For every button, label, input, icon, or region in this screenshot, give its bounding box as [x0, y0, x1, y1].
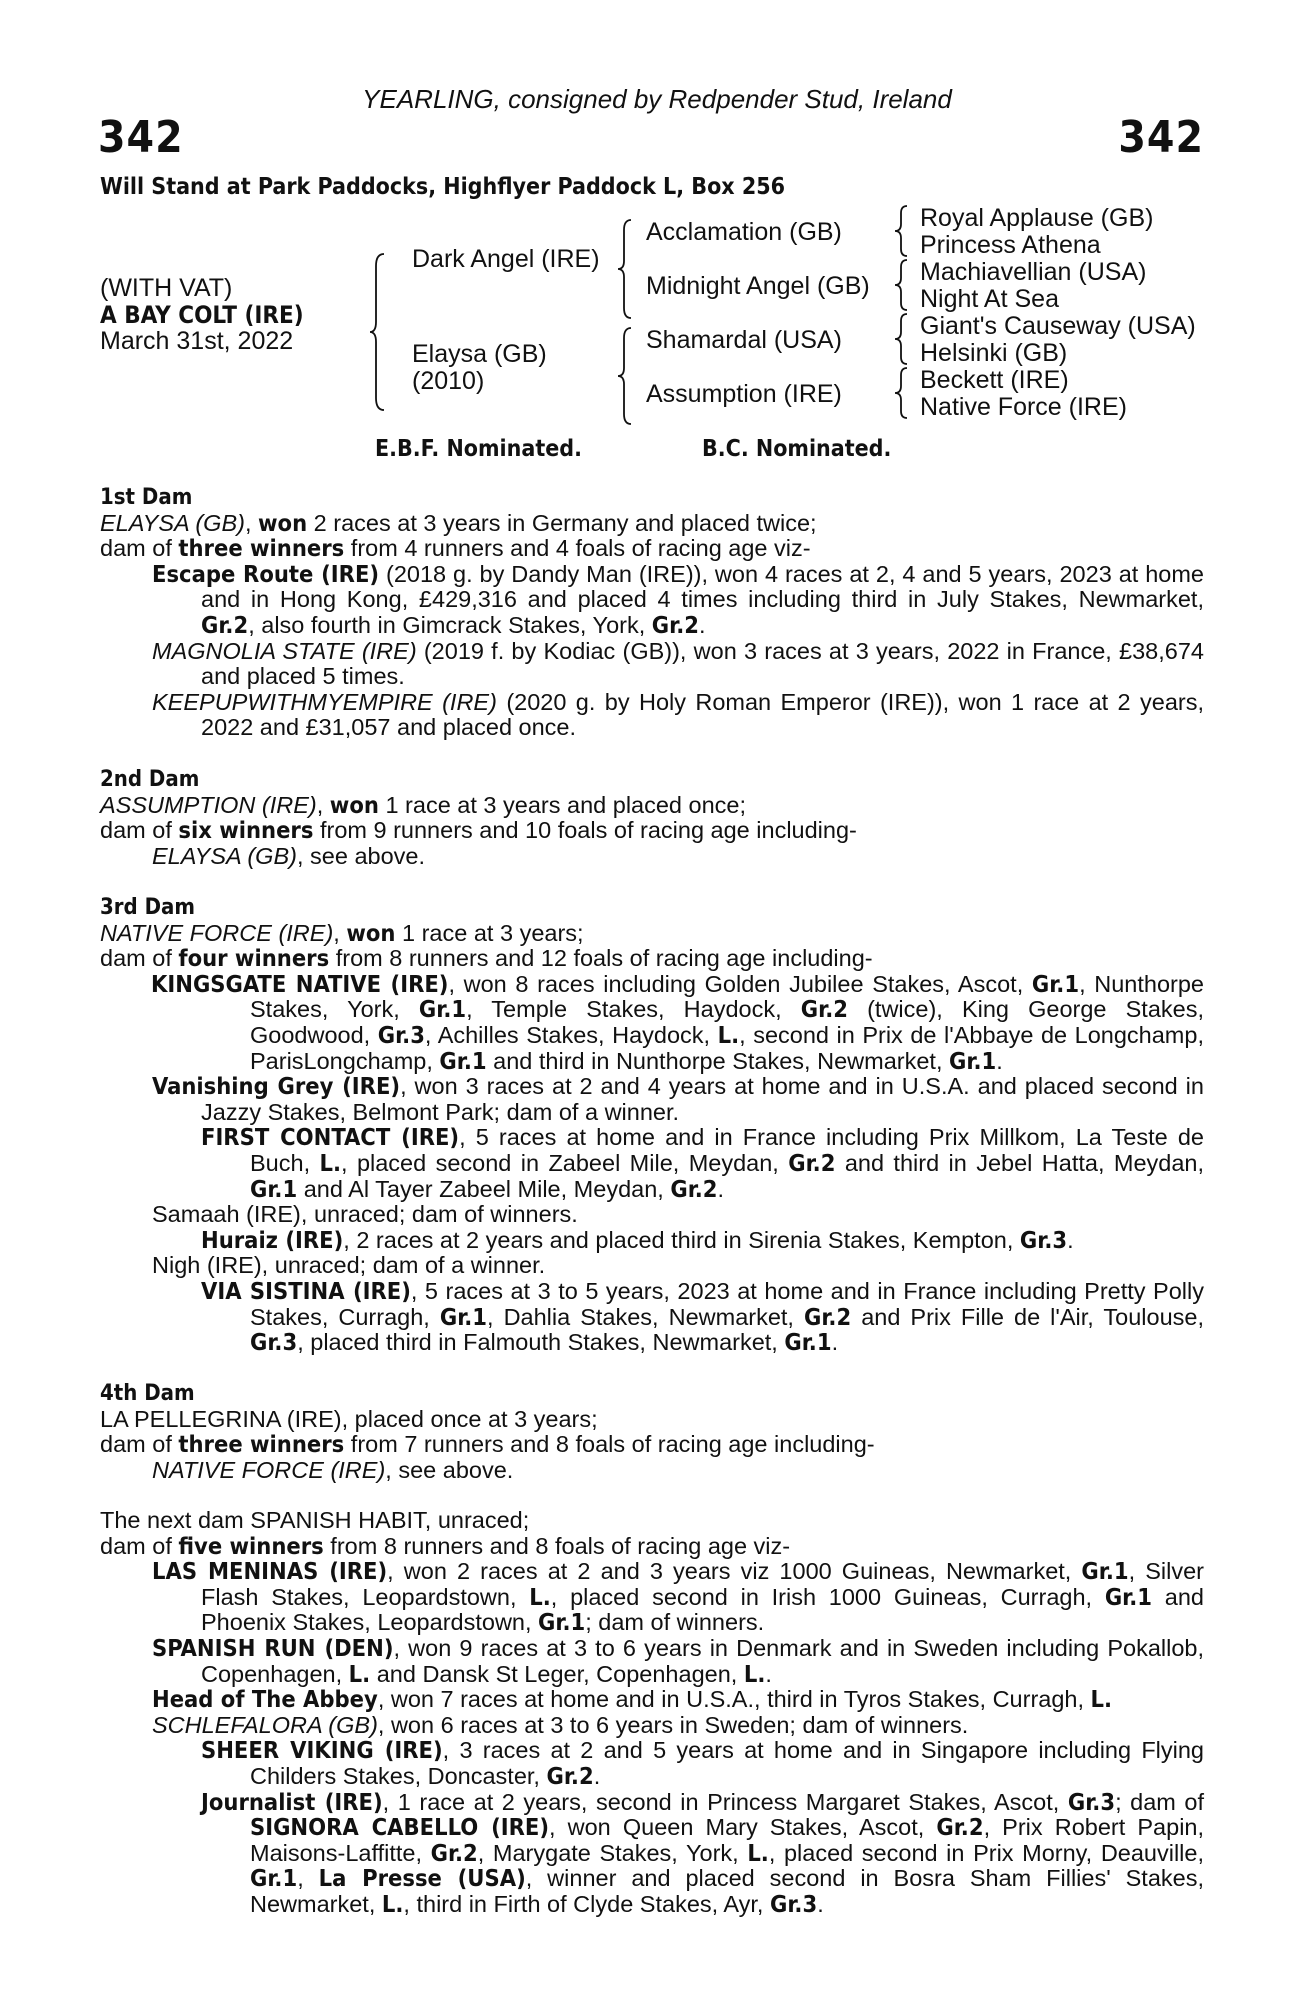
progeny-text: and Prix Fille de l'Air, Toulouse,	[851, 1303, 1205, 1330]
grade-label: Gr.1	[1104, 1582, 1153, 1611]
stand-location: Will Stand at Park Paddocks, Highflyer Paddock L, Box 256	[100, 174, 786, 200]
third-dam-heading: 3rd Dam	[100, 895, 196, 920]
progeny-text: , won 6 races at 3 to 6 years in Sweden; dam of winners.	[377, 1711, 969, 1738]
progeny-text: and Phoenix Stakes, Leopardstown,	[201, 1583, 1204, 1636]
grade-label: Gr.2	[803, 1302, 852, 1331]
progeny-text: .	[996, 1047, 1003, 1074]
third-dam-produce-line	[100, 946, 1204, 972]
bc-nomination: B.C. Nominated.	[702, 436, 892, 462]
runners-foals-text: from 8 runners and 12 foals of racing age including-	[329, 945, 873, 972]
grand-progeny-entry	[100, 1276, 1205, 1357]
progeny-text: and Al Tayer Zabeel Mile, Meydan,	[297, 1175, 671, 1202]
pedigree-bracket-sire	[618, 218, 636, 320]
progeny-text: , 1 race at 2 years, second in Princess Margaret Stakes, Ascot,	[382, 1788, 1068, 1815]
grandparent-1: Royal Applause (GB)	[920, 204, 1154, 232]
progeny-name: Vanishing Grey (IRE)	[152, 1072, 401, 1101]
next-dam-section	[100, 1508, 1204, 1918]
grandparent-3: Machiavellian (USA)	[920, 258, 1147, 286]
progeny-entry: Nigh (IRE), unraced; dam of a winner.	[152, 1252, 546, 1279]
second-dam-heading: 2nd Dam	[100, 767, 200, 792]
progeny-text: .	[765, 1660, 772, 1687]
grand-progeny-entry	[100, 1738, 1204, 1789]
progeny-text: , Silver Flash Stakes, Leopardstown,	[201, 1558, 1204, 1610]
progeny-text: , 5 races at home and in France including Prix Millkom, La Teste de Buch,	[250, 1124, 1204, 1176]
progeny-name: SPANISH RUN (DEN)	[152, 1633, 394, 1662]
progeny-text: (2020 g. by Holy Roman Emperor (IRE)), won 1 race at 2 years, 2022 and £31,057 and placed once.	[201, 688, 1204, 741]
progeny-text: and Dansk St Leger, Copenhagen,	[370, 1660, 744, 1687]
progeny-text: ; dam of winners.	[585, 1609, 765, 1636]
grade-label: Gr.1	[250, 1864, 298, 1893]
pedigree-bracket-g2	[895, 258, 911, 312]
progeny-text: .	[831, 1329, 839, 1356]
won-label: won	[258, 508, 308, 537]
pedigree-bracket-dam	[618, 326, 636, 426]
first-dam-record: 2 races at 3 years in Germany and placed twice;	[307, 509, 817, 536]
grade-label: Gr.1	[439, 1046, 487, 1075]
grandparent-8: Native Force (IRE)	[920, 393, 1127, 421]
grade-label: L.	[381, 1889, 404, 1918]
lot-number-right: 342	[1118, 112, 1204, 163]
progeny-text: , won 7 races at home and in U.S.A., third in Tyros Stakes, Curragh,	[377, 1686, 1091, 1713]
ebf-nomination: E.B.F. Nominated.	[375, 436, 582, 462]
progeny-text: , third in Firth of Clyde Stakes, Ayr,	[403, 1890, 770, 1917]
progeny-text: , won 9 races at 3 to 6 years in Denmark and in Sweden including Pokallob, Copenhagen,	[201, 1634, 1205, 1687]
next-dam-line: The next dam SPANISH HABIT, unraced;	[100, 1507, 530, 1533]
fourth-dam-heading: 4th Dam	[100, 1381, 195, 1406]
grade-label: L.	[747, 1838, 769, 1867]
progeny-name: MAGNOLIA STATE (IRE)	[152, 637, 417, 664]
grade-label: Gr.3	[1067, 1787, 1116, 1816]
first-dam-section	[100, 485, 1204, 741]
grand-progeny-entry	[100, 1225, 1204, 1254]
progeny-text: , Prix Robert Papin, Maisons-Laffitte,	[250, 1814, 1205, 1866]
dam-of-label: dam of	[100, 535, 179, 562]
grade-label: Gr.1	[250, 1174, 298, 1203]
third-dam-line: NATIVE FORCE (IRE), won 1 race at 3 years;	[100, 918, 584, 947]
progeny-name: VIA SISTINA (IRE)	[201, 1276, 411, 1305]
pedigree-bracket-g1	[895, 204, 911, 258]
dam-name: Elaysa (GB)	[412, 340, 547, 368]
winners-count: four winners	[178, 944, 330, 973]
grand-progeny-entry	[100, 1125, 1204, 1202]
progeny-text: and third in Nunthorpe Stakes, Newmarket,	[486, 1047, 950, 1074]
grandparent-7: Beckett (IRE)	[920, 366, 1069, 394]
sire-sire-name: Acclamation (GB)	[646, 218, 842, 246]
second-dam-section	[100, 767, 1204, 869]
progeny-name: SCHLEFALORA (GB)	[152, 1711, 378, 1738]
progeny-name: ELAYSA (GB)	[152, 842, 297, 869]
second-dam-name: ASSUMPTION (IRE)	[100, 791, 317, 818]
sire-dam-name: Midnight Angel (GB)	[646, 272, 870, 300]
progeny-name: NATIVE FORCE (IRE)	[152, 1456, 386, 1483]
progeny-text: , Marygate Stakes, York,	[477, 1839, 748, 1866]
progeny-text: , won Queen Mary Stakes, Ascot,	[549, 1814, 937, 1841]
progeny-entry	[100, 1559, 1204, 1636]
winners-count: six winners	[178, 816, 314, 845]
progeny-entry	[100, 1713, 1204, 1739]
progeny-name: KINGSGATE NATIVE (IRE)	[151, 969, 449, 998]
grade-label: Gr.1	[439, 1302, 488, 1331]
dam-dam-name: Assumption (IRE)	[646, 380, 842, 408]
third-dam-record: 1 race at 3 years;	[395, 919, 584, 946]
lot-number-left: 342	[98, 112, 184, 163]
progeny-text: (twice), King George Stakes, Goodwood,	[250, 996, 1204, 1048]
progeny-text: , placed second in Irish 1000 Guineas, Curragh,	[550, 1583, 1105, 1610]
progeny-text: , Temple Stakes, Haydock,	[466, 996, 801, 1023]
pedigree-bracket-g4	[895, 366, 911, 420]
won-label: won	[346, 918, 396, 947]
grade-label: Gr.2	[670, 1174, 718, 1203]
grade-label: Gr.2	[936, 1813, 984, 1842]
grade-label: Gr.1	[418, 995, 467, 1024]
progeny-entry	[100, 969, 1204, 1075]
progeny-entry	[100, 1074, 1204, 1125]
progeny-name: LAS MENINAS (IRE)	[152, 1557, 388, 1586]
next-dam-produce-line	[100, 1531, 1204, 1560]
third-dam-name: NATIVE FORCE (IRE)	[100, 919, 334, 946]
progeny-text: , Nunthorpe Stakes, York,	[250, 970, 1204, 1023]
progeny-entry	[100, 844, 1204, 870]
grade-label: L.	[529, 1582, 551, 1611]
progeny-text: .	[817, 1890, 824, 1917]
grade-label: Gr.2	[651, 610, 699, 639]
grade-label: Gr.3	[1019, 1225, 1068, 1254]
progeny-text: , won 8 races including Golden Jubilee Stakes, Ascot,	[448, 970, 1032, 997]
grade-label: Gr.3	[377, 1020, 425, 1049]
progeny-name: Escape Route (IRE)	[152, 559, 380, 588]
first-dam-line: ELAYSA (GB), won 2 races at 3 years in Germany and placed twice;	[100, 508, 817, 537]
progeny-entry	[100, 639, 1204, 690]
grandparent-4: Night At Sea	[920, 285, 1059, 313]
progeny-text: , Achilles Stakes, Haydock,	[424, 1021, 718, 1048]
fourth-dam-produce-line	[100, 1432, 1204, 1458]
grade-label: Gr.1	[949, 1046, 997, 1075]
grade-label: Gr.3	[770, 1889, 818, 1918]
fourth-dam-section	[100, 1381, 1204, 1483]
grade-label: Gr.2	[788, 1148, 836, 1177]
progeny-text: (2018 g. by Dandy Man (IRE)), won 4 races at 2, 4 and 5 years, 2023 at home and in Hong Kong, £429,316 and placed 4 times including third in July Stakes, Newmarket,	[201, 560, 1205, 613]
fourth-dam-line: LA PELLEGRINA (IRE), placed once at 3 years;	[100, 1405, 598, 1432]
grade-label: L.	[717, 1020, 740, 1049]
progeny-entry: Samaah (IRE), unraced; dam of winners.	[152, 1201, 578, 1228]
progeny-name: Journalist (IRE)	[201, 1787, 383, 1816]
grandparent-2: Princess Athena	[920, 231, 1101, 259]
progeny-name: La Presse (USA)	[318, 1864, 526, 1893]
dam-of-label: dam of	[100, 1532, 179, 1559]
progeny-text: .	[593, 1762, 601, 1789]
progeny-text: , placed second in Prix Morny, Deauville,	[768, 1839, 1205, 1866]
foaling-date: March 31st, 2022	[100, 327, 294, 355]
progeny-text: , placed second in Zabeel Mile, Meydan,	[341, 1149, 789, 1176]
progeny-text: , 2 races at 2 years and placed third in Sirenia Stakes, Kempton,	[343, 1226, 1020, 1253]
grade-label: Gr.3	[250, 1328, 298, 1357]
progeny-text: , won 2 races at 2 and 3 years viz 1000 Guineas, Newmarket,	[387, 1558, 1082, 1585]
progeny-text: .	[698, 611, 706, 638]
runners-foals-text: from 4 runners and 4 foals of racing age viz-	[344, 535, 811, 562]
progeny-text: , also fourth in Gimcrack Stakes, York,	[248, 611, 652, 638]
progeny-name: KEEPUPWITHMYEMPIRE (IRE)	[152, 688, 497, 715]
grade-label: L.	[743, 1659, 766, 1688]
progeny-text: , second in Prix de l'Abbaye de Longchamp, ParisLongchamp,	[250, 1021, 1204, 1074]
progeny-entry	[100, 1633, 1205, 1688]
third-dam-section	[100, 895, 1204, 1356]
consignor-line: YEARLING, consigned by Redpender Stud, Ireland	[362, 84, 952, 114]
second-dam-record: 1 race at 3 years and placed once;	[378, 791, 747, 818]
progeny-text: , won 3 races at 2 and 4 years at home and in U.S.A. and placed second in Jazzy Stakes, Belmont Park; dam of a winner.	[201, 1073, 1204, 1125]
grade-label: L.	[319, 1148, 342, 1177]
pedigree-bracket-g3	[895, 312, 911, 366]
dam-of-label: dam of	[100, 817, 179, 844]
first-dam-name: ELAYSA (GB)	[100, 509, 245, 536]
dam-of-label: dam of	[100, 945, 179, 972]
progeny-text: , winner and placed second in Bosra Sham Fillies' Stakes, Newmarket,	[250, 1865, 1204, 1917]
grade-label: L.	[348, 1659, 371, 1688]
progeny-entry	[100, 690, 1204, 741]
second-dam-produce-line	[100, 818, 1204, 844]
grade-label: L.	[1090, 1685, 1113, 1714]
pedigree-bracket-main	[370, 252, 390, 412]
horse-name: A BAY COLT (IRE)	[100, 301, 304, 329]
grade-label: Gr.2	[546, 1761, 594, 1790]
grade-label: Gr.2	[800, 995, 848, 1024]
progeny-text: (2019 f. by Kodiac (GB)), won 3 races at 3 years, 2022 in France, £38,674 and placed 5 times.	[201, 637, 1204, 690]
grade-label: Gr.1	[538, 1608, 586, 1637]
progeny-text: and third in Jebel Hatta, Meydan,	[835, 1149, 1205, 1176]
progeny-name: SIGNORA CABELLO (IRE)	[250, 1813, 550, 1842]
grand-progeny-entry	[100, 1787, 1205, 1918]
progeny-text: ,	[297, 1865, 319, 1892]
dam-year: (2010)	[412, 367, 485, 395]
grade-label: Gr.1	[1031, 969, 1080, 998]
progeny-text: ; dam of	[1115, 1788, 1205, 1815]
grade-label: Gr.2	[201, 610, 249, 639]
progeny-name: FIRST CONTACT (IRE)	[201, 1123, 460, 1152]
progeny-text: , placed third in Falmouth Stakes, Newmarket,	[297, 1329, 785, 1356]
progeny-text: , Dahlia Stakes, Newmarket,	[487, 1303, 804, 1330]
dam-sire-name: Shamardal (USA)	[646, 326, 842, 354]
first-dam-heading: 1st Dam	[100, 485, 193, 510]
grandparent-6: Helsinki (GB)	[920, 339, 1068, 367]
progeny-text: , 5 races at 3 to 5 years, 2023 at home and in France including Pretty Polly Stakes, Curragh,	[250, 1277, 1204, 1330]
grade-label: Gr.1	[784, 1328, 832, 1357]
grandparent-5: Giant's Causeway (USA)	[920, 312, 1196, 340]
progeny-text: , see above.	[296, 842, 426, 869]
grade-label: Gr.1	[1081, 1557, 1129, 1586]
progeny-text: .	[717, 1175, 725, 1202]
progeny-name: SHEER VIKING (IRE)	[201, 1736, 443, 1765]
progeny-text: .	[1067, 1226, 1074, 1253]
vat-label: (WITH VAT)	[100, 274, 233, 302]
progeny-text: , see above.	[385, 1456, 514, 1483]
second-dam-line: ASSUMPTION (IRE), won 1 race at 3 years and placed once;	[100, 790, 747, 819]
winners-count: three winners	[178, 534, 345, 563]
grade-label: Gr.2	[430, 1838, 478, 1867]
runners-foals-text: from 7 runners and 8 foals of racing age including-	[344, 1431, 875, 1458]
first-dam-produce-line	[100, 536, 1204, 562]
sire-name: Dark Angel (IRE)	[412, 245, 600, 273]
runners-foals-text: from 8 runners and 8 foals of racing age viz-	[323, 1532, 791, 1559]
progeny-name: Huraiz (IRE)	[201, 1225, 344, 1254]
progeny-name: Head of The Abbey	[152, 1685, 378, 1714]
dam-of-label: dam of	[100, 1431, 179, 1458]
progeny-entry	[100, 1458, 1204, 1484]
winners-count: three winners	[178, 1430, 345, 1459]
progeny-entry	[100, 559, 1205, 639]
progeny-entry	[100, 1687, 1204, 1713]
runners-foals-text: from 9 runners and 10 foals of racing age including-	[313, 817, 857, 844]
winners-count: five winners	[178, 1531, 324, 1560]
progeny-text: , 3 races at 2 and 5 years at home and in Singapore including Flying Childers Stakes, Doncaster,	[250, 1737, 1205, 1789]
won-label: won	[329, 790, 379, 819]
